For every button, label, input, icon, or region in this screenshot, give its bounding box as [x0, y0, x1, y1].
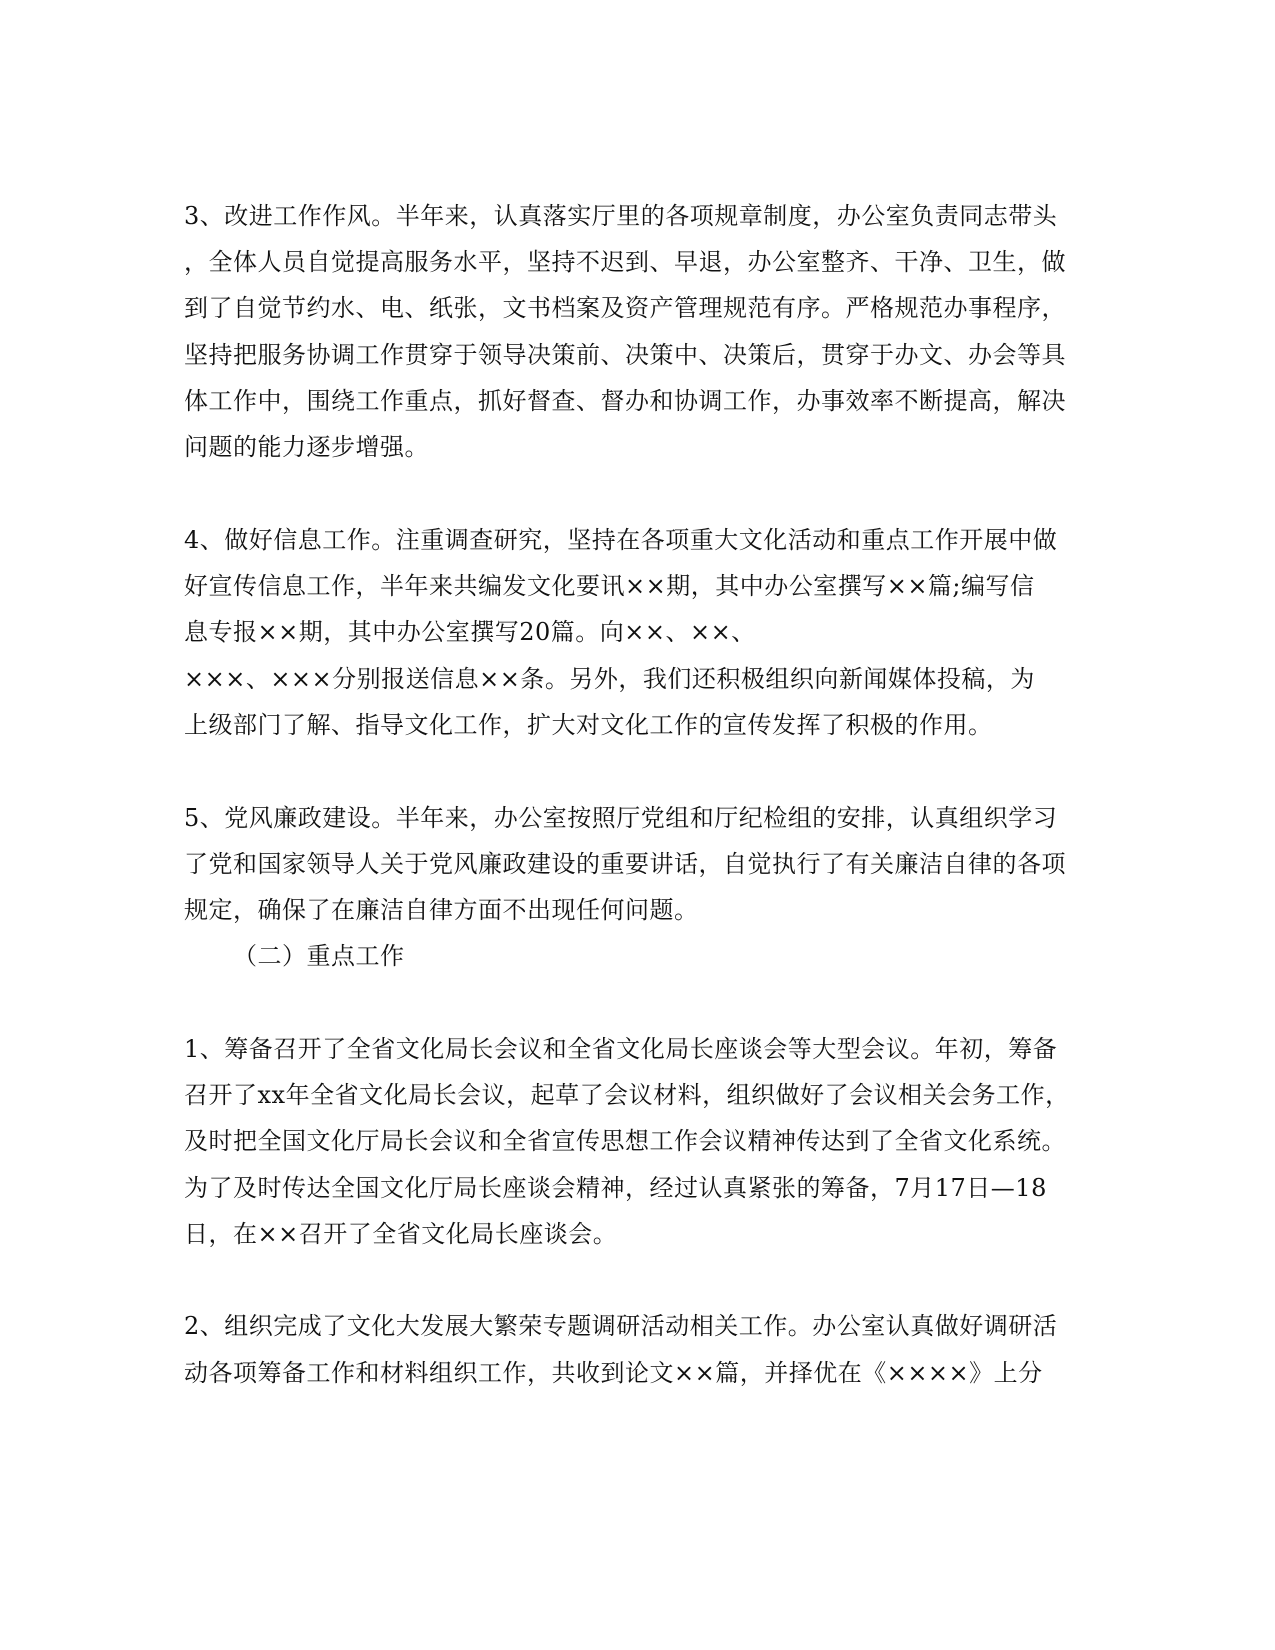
text-line: 息专报××期，其中办公室撰写20篇。向××、××、: [184, 618, 756, 646]
text-line: 坚持把服务协调工作贯穿于领导决策前、决策中、决策后，贯穿于办文、办会等具: [184, 341, 1066, 369]
text-line: 上级部门了解、指导文化工作，扩大对文化工作的宣传发挥了积极的作用。: [184, 711, 993, 739]
text-line: ×××、×××分别报送信息××条。另外，我们还积极组织向新闻媒体投稿，为: [184, 665, 1035, 693]
text-line: 问题的能力逐步增强。: [184, 433, 429, 461]
text-line: 为了及时传达全国文化厅局长座谈会精神，经过认真紧张的筹备，7月17日—18: [184, 1174, 1047, 1202]
text-line: 好宣传信息工作，半年来共编发文化要讯××期，其中办公室撰写××篇;编写信: [184, 572, 1035, 600]
text-line: 3、改进工作作风。半年来，认真落实厅里的各项规章制度，办公室负责同志带头: [184, 202, 1058, 230]
text-line: 日，在××召开了全省文化局长座谈会。: [184, 1220, 618, 1248]
text-line: 规定，确保了在廉洁自律方面不出现任何问题。: [184, 896, 699, 924]
text-line: 召开了xx年全省文化局长会议，起草了会议材料，组织做好了会议相关会务工作，: [184, 1081, 1070, 1109]
section-heading: （二）重点工作: [233, 942, 405, 970]
text-line: 及时把全国文化厅局长会议和全省宣传思想工作会议精神传达到了全省文化系统。: [184, 1127, 1066, 1155]
text-line: 了党和国家领导人关于党风廉政建设的重要讲话，自觉执行了有关廉洁自律的各项: [184, 850, 1066, 878]
text-line: 到了自觉节约水、电、纸张，文书档案及资产管理规范有序。严格规范办事程序，: [184, 294, 1066, 322]
text-line: 5、党风廉政建设。半年来，办公室按照厅党组和厅纪检组的安排，认真组织学习: [184, 804, 1058, 832]
text-line: 4、做好信息工作。注重调查研究，坚持在各项重大文化活动和重点工作开展中做: [184, 526, 1058, 554]
text-line: 动各项筹备工作和材料组织工作，共收到论文××篇，并择优在《××××》上分: [184, 1359, 1043, 1387]
text-line: ，全体人员自觉提高服务水平，坚持不迟到、早退，办公室整齐、干净、卫生，做: [184, 248, 1066, 276]
text-line: 1、筹备召开了全省文化局长会议和全省文化局长座谈会等大型会议。年初，筹备: [184, 1035, 1058, 1063]
text-line: 体工作中，围绕工作重点，抓好督查、督办和协调工作，办事效率不断提高，解决: [184, 387, 1066, 415]
text-line: 2、组织完成了文化大发展大繁荣专题调研活动相关工作。办公室认真做好调研活: [184, 1312, 1058, 1340]
